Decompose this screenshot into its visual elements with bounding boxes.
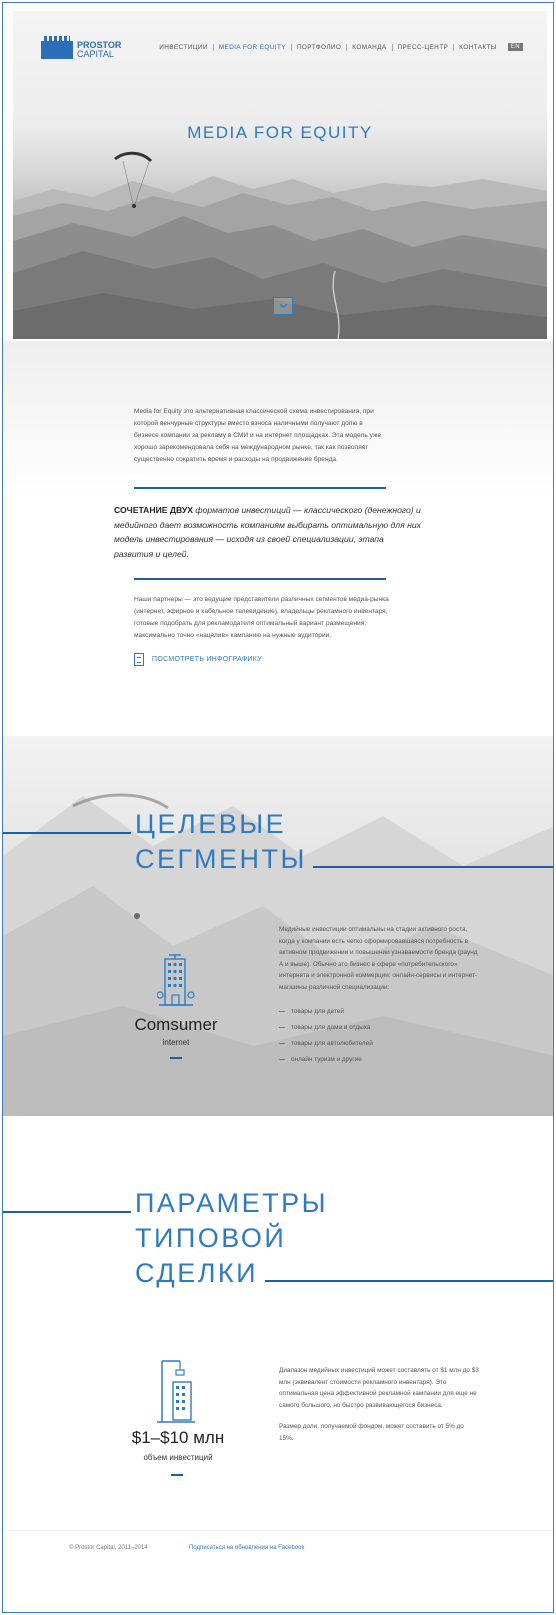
segments-title-line1: ЦЕЛЕВЫЕ [135, 809, 287, 839]
document-icon [134, 653, 144, 666]
nav-item-portfolio[interactable]: ПОРТФОЛИО [291, 44, 346, 51]
scroll-down-button[interactable] [273, 297, 293, 315]
list-item: товары для детей [279, 1003, 373, 1019]
logo-text-line2: CAPITAL [77, 49, 114, 59]
segment-subtitle: internet [162, 1038, 190, 1047]
chevron-down-icon [279, 303, 288, 309]
infographic-link[interactable] [134, 653, 262, 666]
nav-item-investments[interactable]: ИНВЕСТИЦИИ [159, 43, 208, 51]
segments-description: Медийные инвестиции оптимальны на стадии активного роста, когда у компании есть четко сформировавшаяся потребность в активном продвижении и повышении узнаваемости бренда (раунд А и выше). Обычно это бизнес в сфере «потребительского» интернета и электронной коммерции: онлайн-сервисы и интернет-магазины различной специализации: [279, 926, 478, 991]
logo-text-line1: PROSTOR [77, 40, 122, 50]
deal-value-caption: объем инвестиций [143, 1453, 213, 1462]
deal-short-rule [171, 1474, 183, 1476]
mountain-landscape-image [13, 11, 547, 339]
nav-item-press-center[interactable]: ПРЕСС-ЦЕНТР [392, 44, 454, 51]
intro-paragraph-1: Media for Equity это альтернативная классической схема инвестирования, при которой венчурные структуры вместо взноса наличными получают долю в бизнесе компании за рекламу в СМИ и на интернет площадках. Эта модель уже хорошо зарекомендовала себя на международном рынке, так как позволяет существенно сократить время и расходы на продвижение бренда. [134, 408, 382, 463]
page-frame [2, 2, 554, 1613]
footer-divider [3, 1530, 554, 1531]
hero-title: MEDIA FOR EQUITY [187, 123, 373, 142]
segments-title-rule-left [3, 832, 131, 834]
nav-item-contacts[interactable]: КОНТАКТЫ [453, 44, 502, 51]
infographic-link-label[interactable]: ПОСМОТРЕТЬ ИНФОГРАФИКУ [152, 656, 262, 663]
list-item: товары для автолюбителей [279, 1035, 373, 1051]
deal-title-rule-right [265, 1280, 554, 1282]
segment-short-rule [170, 1057, 182, 1059]
footer-copyright: © Prostor Capital, 2011–2014 [69, 1545, 148, 1551]
divider-top [134, 487, 386, 489]
segments-list [279, 1003, 373, 1067]
segments-title [135, 807, 307, 877]
tower-crane-icon [156, 1358, 196, 1424]
quote-text: форматов инвестиций — классического (денежного) и медийного дает возможность компаниям выбирать оптимальную для них модель инвестирования — исходя из своей специализации, этапа развития и целей. [114, 505, 421, 559]
deal-title-line3: СДЕЛКИ [135, 1258, 259, 1288]
list-item: товары для дома и отдыха [279, 1019, 373, 1035]
quote-bold-lead: СОЧЕТАНИЕ ДВУХ [114, 505, 193, 515]
segments-title-line2: СЕГМЕНТЫ [135, 844, 307, 874]
deal-paragraph-1: Диапазон медийных инвестиций может составлять от $1 млн до $3 млн (эквивалент стоимости рекламного инвентаря). Это оптимальная цена эффективной рекламной кампании для еще не самого большого, но быстро развивающегося бизнеса. [279, 1367, 479, 1409]
deal-value: $1–$10 млн [131, 1428, 225, 1447]
facebook-subscribe-link[interactable]: Подписаться на обновления на Facebook [189, 1545, 305, 1551]
deal-title [135, 1186, 328, 1291]
intro-paragraph-2: Наши партнеры — это ведущие представители различных сегментов медиа-рынка (интернет, эфирное и кабельное телевидение), владельцы рекламного инвентаря, готовые подобрать для рекламодателя оптимальный вариант размещения, максимально точно «нацелив» кампанию на нужные аудитории. [134, 596, 389, 639]
nav-item-team[interactable]: КОМАНДА [346, 44, 391, 51]
segments-title-rule-right [313, 866, 554, 868]
deal-title-line1: ПАРАМЕТРЫ [135, 1188, 329, 1218]
deal-paragraph-2: Размер доли, получаемой фондом, может составить от 5% до 15%. [279, 1423, 464, 1442]
main-nav [154, 43, 523, 51]
language-switch-button[interactable]: EN [508, 43, 523, 51]
deal-title-rule-left [3, 1211, 131, 1213]
deal-title-line2: ТИПОВОЙ [135, 1223, 287, 1253]
segment-name: Comsumer [134, 1015, 218, 1034]
hero [13, 11, 547, 339]
nav-item-media-for-equity[interactable]: MEDIA FOR EQUITY [213, 44, 291, 51]
logo-skyline-icon [41, 41, 73, 59]
logo[interactable] [41, 41, 121, 59]
list-item: онлайн туризм и другие [279, 1051, 373, 1067]
divider-bottom [134, 578, 386, 580]
intro-quote [114, 503, 424, 561]
building-icon [157, 953, 195, 1008]
